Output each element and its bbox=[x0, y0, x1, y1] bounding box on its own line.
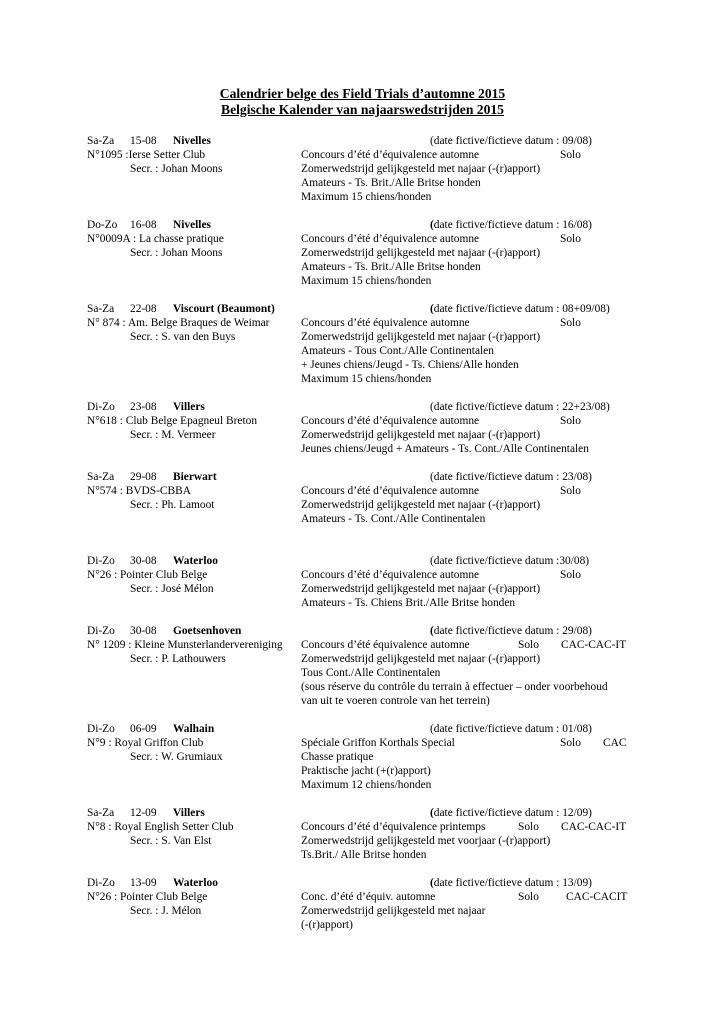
entry-description-line: Chasse pratique bbox=[301, 751, 374, 763]
calendar-entry bbox=[87, 722, 647, 792]
entry-location: Villers bbox=[173, 401, 205, 413]
entry-description-line: Conc. d’été d’équiv. automne bbox=[301, 891, 436, 903]
entry-detail-row bbox=[87, 918, 647, 932]
entry-club: N°618 : Club Belge Epagneul Breton bbox=[87, 415, 258, 427]
entry-fictive-date: (date fictive/fictieve datum : 08+09/08) bbox=[430, 303, 610, 315]
document-titles bbox=[0, 86, 725, 118]
entry-fictive-date: (date fictive/fictieve datum : 09/08) bbox=[430, 135, 592, 147]
calendar-entry bbox=[87, 470, 647, 526]
calendar-entry bbox=[87, 400, 647, 456]
entry-description-line: Zomerwedstrijd gelijkgesteld met najaar (-(r)apport) bbox=[301, 653, 541, 665]
entry-detail-row bbox=[87, 344, 647, 358]
entry-detail-row bbox=[87, 666, 647, 680]
entry-header-row bbox=[87, 806, 647, 820]
entry-location: Viscourt (Beaumont) bbox=[173, 303, 275, 315]
entry-date: 06-09 bbox=[130, 723, 157, 735]
entry-secretary: Secr. : M. Vermeer bbox=[130, 429, 216, 441]
entry-day: Di-Zo bbox=[87, 401, 115, 413]
entry-day: Sa-Za bbox=[87, 807, 115, 819]
entry-description-line: + Jeunes chiens/Jeugd - Ts. Chiens/Alle honden bbox=[301, 359, 519, 371]
entry-secretary: Secr. : J. Mélon bbox=[130, 905, 202, 917]
entry-header-row bbox=[87, 722, 647, 736]
entry-date: 16-08 bbox=[130, 219, 157, 231]
entry-club: N°1095 :Ierse Setter Club bbox=[87, 149, 206, 161]
entry-detail-row bbox=[87, 848, 647, 862]
entry-detail-row bbox=[87, 680, 647, 694]
entry-description-line: Amateurs - Ts. Chiens Brit./Alle Britse honden bbox=[301, 597, 516, 609]
entry-fictive-date: (date fictive/fictieve datum : 16/08) bbox=[430, 219, 592, 231]
entry-club: N° 1209 : Kleine Munsterlandervereniging bbox=[87, 639, 283, 651]
entry-day: Di-Zo bbox=[87, 877, 115, 889]
entry-secretary: Secr. : José Mélon bbox=[130, 583, 214, 595]
entry-day: Do-Zo bbox=[87, 219, 118, 231]
entry-description-line: Amateurs - Ts. Cont./Alle Continentalen bbox=[301, 513, 486, 525]
entry-detail-row bbox=[87, 498, 647, 512]
entry-location: Waterloo bbox=[173, 877, 218, 889]
entry-description-line: Maximum 15 chiens/honden bbox=[301, 191, 432, 203]
entry-detail-row bbox=[87, 442, 647, 456]
entry-detail-row bbox=[87, 694, 647, 708]
entry-club: N°26 : Pointer Club Belge bbox=[87, 891, 208, 903]
fictive-paren: ( bbox=[430, 877, 434, 889]
entry-club: N°8 : Royal English Setter Club bbox=[87, 821, 234, 833]
calendar-entry bbox=[87, 134, 647, 204]
entry-day: Di-Zo bbox=[87, 555, 115, 567]
entry-location: Villers bbox=[173, 807, 205, 819]
entry-location: Nivelles bbox=[173, 219, 211, 231]
entry-day: Sa-Za bbox=[87, 135, 115, 147]
entry-description-line: Concours d’été d’équivalence automne bbox=[301, 233, 480, 245]
entry-detail-row bbox=[87, 246, 647, 260]
entry-detail-row bbox=[87, 820, 647, 834]
entry-header-row bbox=[87, 554, 647, 568]
entry-description-line: Zomerwedstrijd gelijkgesteld met najaar (-(r)apport) bbox=[301, 429, 541, 441]
entry-detail-row bbox=[87, 330, 647, 344]
entry-location: Waterloo bbox=[173, 555, 218, 567]
entry-description-line: Ts.Brit./ Alle Britse honden bbox=[301, 849, 427, 861]
entry-cac-label: CAC-CAC-IT bbox=[561, 639, 627, 651]
entry-solo-label: Solo bbox=[560, 415, 581, 427]
entry-description-line: Zomerwedstrijd gelijkgesteld met voorjaar (-(r)apport) bbox=[301, 835, 551, 847]
entry-club: N°9 : Royal Griffon Club bbox=[87, 737, 204, 749]
fictive-paren: ( bbox=[430, 303, 434, 315]
title-french: Calendrier belge des Field Trials d’automne 2015 bbox=[219, 86, 506, 101]
entry-date: 29-08 bbox=[130, 471, 157, 483]
entry-secretary: Secr. : Johan Moons bbox=[130, 163, 223, 175]
entry-description-line: Amateurs - Ts. Brit./Alle Britse honden bbox=[301, 177, 481, 189]
entry-fictive-date: (date fictive/fictieve datum : 13/09) bbox=[430, 877, 592, 889]
entry-location: Nivelles bbox=[173, 135, 211, 147]
entry-description-line: Zomerwedstrijd gelijkgesteld met najaar (-(r)apport) bbox=[301, 331, 541, 343]
entry-day: Sa-Za bbox=[87, 303, 115, 315]
entry-header-row bbox=[87, 470, 647, 484]
entry-detail-row bbox=[87, 764, 647, 778]
entry-solo-label: Solo bbox=[560, 737, 581, 749]
entry-date: 30-08 bbox=[130, 625, 157, 637]
calendar-entry bbox=[87, 302, 647, 386]
entry-fictive-date: (date fictive/fictieve datum : 23/08) bbox=[430, 471, 592, 483]
entry-date: 22-08 bbox=[130, 303, 157, 315]
entry-fictive-date: (date fictive/fictieve datum :30/08) bbox=[430, 555, 590, 567]
entry-cac-label: CAC bbox=[603, 737, 627, 749]
entry-header-row bbox=[87, 876, 647, 890]
entry-header-row bbox=[87, 624, 647, 638]
entry-detail-row bbox=[87, 736, 647, 750]
entry-location: Goetsenhoven bbox=[173, 625, 242, 637]
entry-detail-row bbox=[87, 778, 647, 792]
calendar-entry bbox=[87, 876, 647, 932]
entry-solo-label: Solo bbox=[518, 891, 539, 903]
entry-detail-row bbox=[87, 638, 647, 652]
entry-detail-row bbox=[87, 750, 647, 764]
fictive-paren: ( bbox=[430, 807, 434, 819]
entry-solo-label: Solo bbox=[518, 639, 539, 651]
entry-detail-row bbox=[87, 596, 647, 610]
entry-solo-label: Solo bbox=[560, 149, 581, 161]
entry-detail-row bbox=[87, 414, 647, 428]
entry-date: 30-08 bbox=[130, 555, 157, 567]
entry-detail-row bbox=[87, 890, 647, 904]
calendar-entry bbox=[87, 806, 647, 862]
entry-description-line: (sous réserve du contrôle du terrain à effectuer – onder voorbehoud bbox=[301, 681, 608, 693]
entry-header-row bbox=[87, 218, 647, 232]
entry-club: N°26 : Pointer Club Belge bbox=[87, 569, 208, 581]
entry-location: Bierwart bbox=[173, 471, 217, 483]
entry-description-line: Zomerwedstrijd gelijkgesteld met najaar (-(r)apport) bbox=[301, 163, 541, 175]
entry-description-line: Concours d’été équivalence automne bbox=[301, 317, 470, 329]
entry-description-line: Jeunes chiens/Jeugd + Amateurs - Ts. Cont./Alle Continentalen bbox=[301, 443, 589, 455]
entry-cac-label: CAC-CACIT bbox=[566, 891, 628, 903]
entry-fictive-date: (date fictive/fictieve datum : 29/08) bbox=[430, 625, 592, 637]
entry-secretary: Secr. : Ph. Lamoot bbox=[130, 499, 215, 511]
entry-detail-row bbox=[87, 232, 647, 246]
entry-club: N° 874 : Am. Belge Braques de Weimar bbox=[87, 317, 270, 329]
entry-secretary: Secr. : W. Grumiaux bbox=[130, 751, 223, 763]
entry-detail-row bbox=[87, 260, 647, 274]
entry-detail-row bbox=[87, 316, 647, 330]
entry-description-line: Zomerwedstrijd gelijkgesteld met najaar (-(r)apport) bbox=[301, 247, 541, 259]
title-dutch: Belgische Kalender van najaarswedstrijden 2015 bbox=[221, 102, 504, 117]
entry-day: Di-Zo bbox=[87, 723, 115, 735]
entry-location: Walhain bbox=[173, 723, 215, 735]
entry-header-row bbox=[87, 302, 647, 316]
entry-description-line: Maximum 15 chiens/honden bbox=[301, 275, 432, 287]
entry-description-line: Zomerwedstrijd gelijkgesteld met najaar bbox=[301, 905, 486, 917]
calendar-entries bbox=[87, 134, 647, 946]
entry-date: 13-09 bbox=[130, 877, 157, 889]
fictive-paren: ( bbox=[430, 625, 434, 637]
entry-day: Sa-Za bbox=[87, 471, 115, 483]
entry-fictive-date: (date fictive/fictieve datum : 22+23/08) bbox=[430, 401, 610, 413]
entry-secretary: Secr. : S. van den Buys bbox=[130, 331, 236, 343]
entry-detail-row bbox=[87, 568, 647, 582]
entry-solo-label: Solo bbox=[560, 317, 581, 329]
calendar-entry bbox=[87, 554, 647, 610]
entry-description-line: Amateurs - Tous Cont./Alle Continentalen bbox=[301, 345, 494, 357]
entry-description-line: Zomerwedstrijd gelijkgesteld met najaar (-(r)apport) bbox=[301, 583, 541, 595]
entry-header-row bbox=[87, 400, 647, 414]
entry-fictive-date: (date fictive/fictieve datum : 01/08) bbox=[430, 723, 592, 735]
entry-detail-row bbox=[87, 428, 647, 442]
entry-solo-label: Solo bbox=[560, 233, 581, 245]
entry-solo-label: Solo bbox=[518, 821, 539, 833]
entry-cac-label: CAC-CAC-IT bbox=[561, 821, 627, 833]
entry-description-line: Maximum 15 chiens/honden bbox=[301, 373, 432, 385]
entry-club: N°0009A : La chasse pratique bbox=[87, 233, 224, 245]
entry-secretary: Secr. : P. Lathouwers bbox=[130, 653, 226, 665]
entry-solo-label: Solo bbox=[560, 485, 581, 497]
entry-detail-row bbox=[87, 176, 647, 190]
entry-date: 15-08 bbox=[130, 135, 157, 147]
entry-description-line: Concours d’été équivalence automne bbox=[301, 639, 470, 651]
entry-day: Di-Zo bbox=[87, 625, 115, 637]
entry-fictive-date: (date fictive/fictieve datum : 12/09) bbox=[430, 807, 592, 819]
entry-secretary: Secr. : S. Van Elst bbox=[130, 835, 212, 847]
entry-detail-row bbox=[87, 372, 647, 386]
entry-detail-row bbox=[87, 148, 647, 162]
entry-description-line: Tous Cont./Alle Continentalen bbox=[301, 667, 441, 679]
entry-description-line: van uit te voeren controle van het terrein) bbox=[301, 695, 490, 707]
entry-description-line: Concours d’été d’équivalence automne bbox=[301, 569, 480, 581]
entry-description-line: Concours d’été d’équivalence automne bbox=[301, 149, 480, 161]
entry-description-line: Amateurs - Ts. Brit./Alle Britse honden bbox=[301, 261, 481, 273]
entry-description-line: Concours d’été d’équivalence automne bbox=[301, 485, 480, 497]
entry-detail-row bbox=[87, 834, 647, 848]
entry-detail-row bbox=[87, 358, 647, 372]
calendar-entry bbox=[87, 218, 647, 288]
entry-header-row bbox=[87, 134, 647, 148]
entry-description-line: (-(r)apport) bbox=[301, 919, 353, 931]
entry-date: 12-09 bbox=[130, 807, 157, 819]
entry-description-line: Concours d’été d’équivalence printemps bbox=[301, 821, 486, 833]
entry-description-line: Praktische jacht (+(r)apport) bbox=[301, 765, 431, 777]
entry-description-line: Maximum 12 chiens/honden bbox=[301, 779, 432, 791]
entry-detail-row bbox=[87, 274, 647, 288]
entry-club: N°574 : BVDS-CBBA bbox=[87, 485, 191, 497]
entry-date: 23-08 bbox=[130, 401, 157, 413]
entry-detail-row bbox=[87, 162, 647, 176]
entry-detail-row bbox=[87, 652, 647, 666]
entry-detail-row bbox=[87, 904, 647, 918]
entry-description-line: Zomerwedstrijd gelijkgesteld met najaar (-(r)apport) bbox=[301, 499, 541, 511]
entry-detail-row bbox=[87, 512, 647, 526]
calendar-entry bbox=[87, 624, 647, 708]
entry-description-line: Spéciale Griffon Korthals Special bbox=[301, 737, 455, 749]
entry-detail-row bbox=[87, 582, 647, 596]
entry-secretary: Secr. : Johan Moons bbox=[130, 247, 223, 259]
entry-detail-row bbox=[87, 190, 647, 204]
entry-solo-label: Solo bbox=[560, 569, 581, 581]
entry-description-line: Concours d’été d’équivalence automne bbox=[301, 415, 480, 427]
fictive-paren: ( bbox=[430, 219, 434, 231]
entry-detail-row bbox=[87, 484, 647, 498]
